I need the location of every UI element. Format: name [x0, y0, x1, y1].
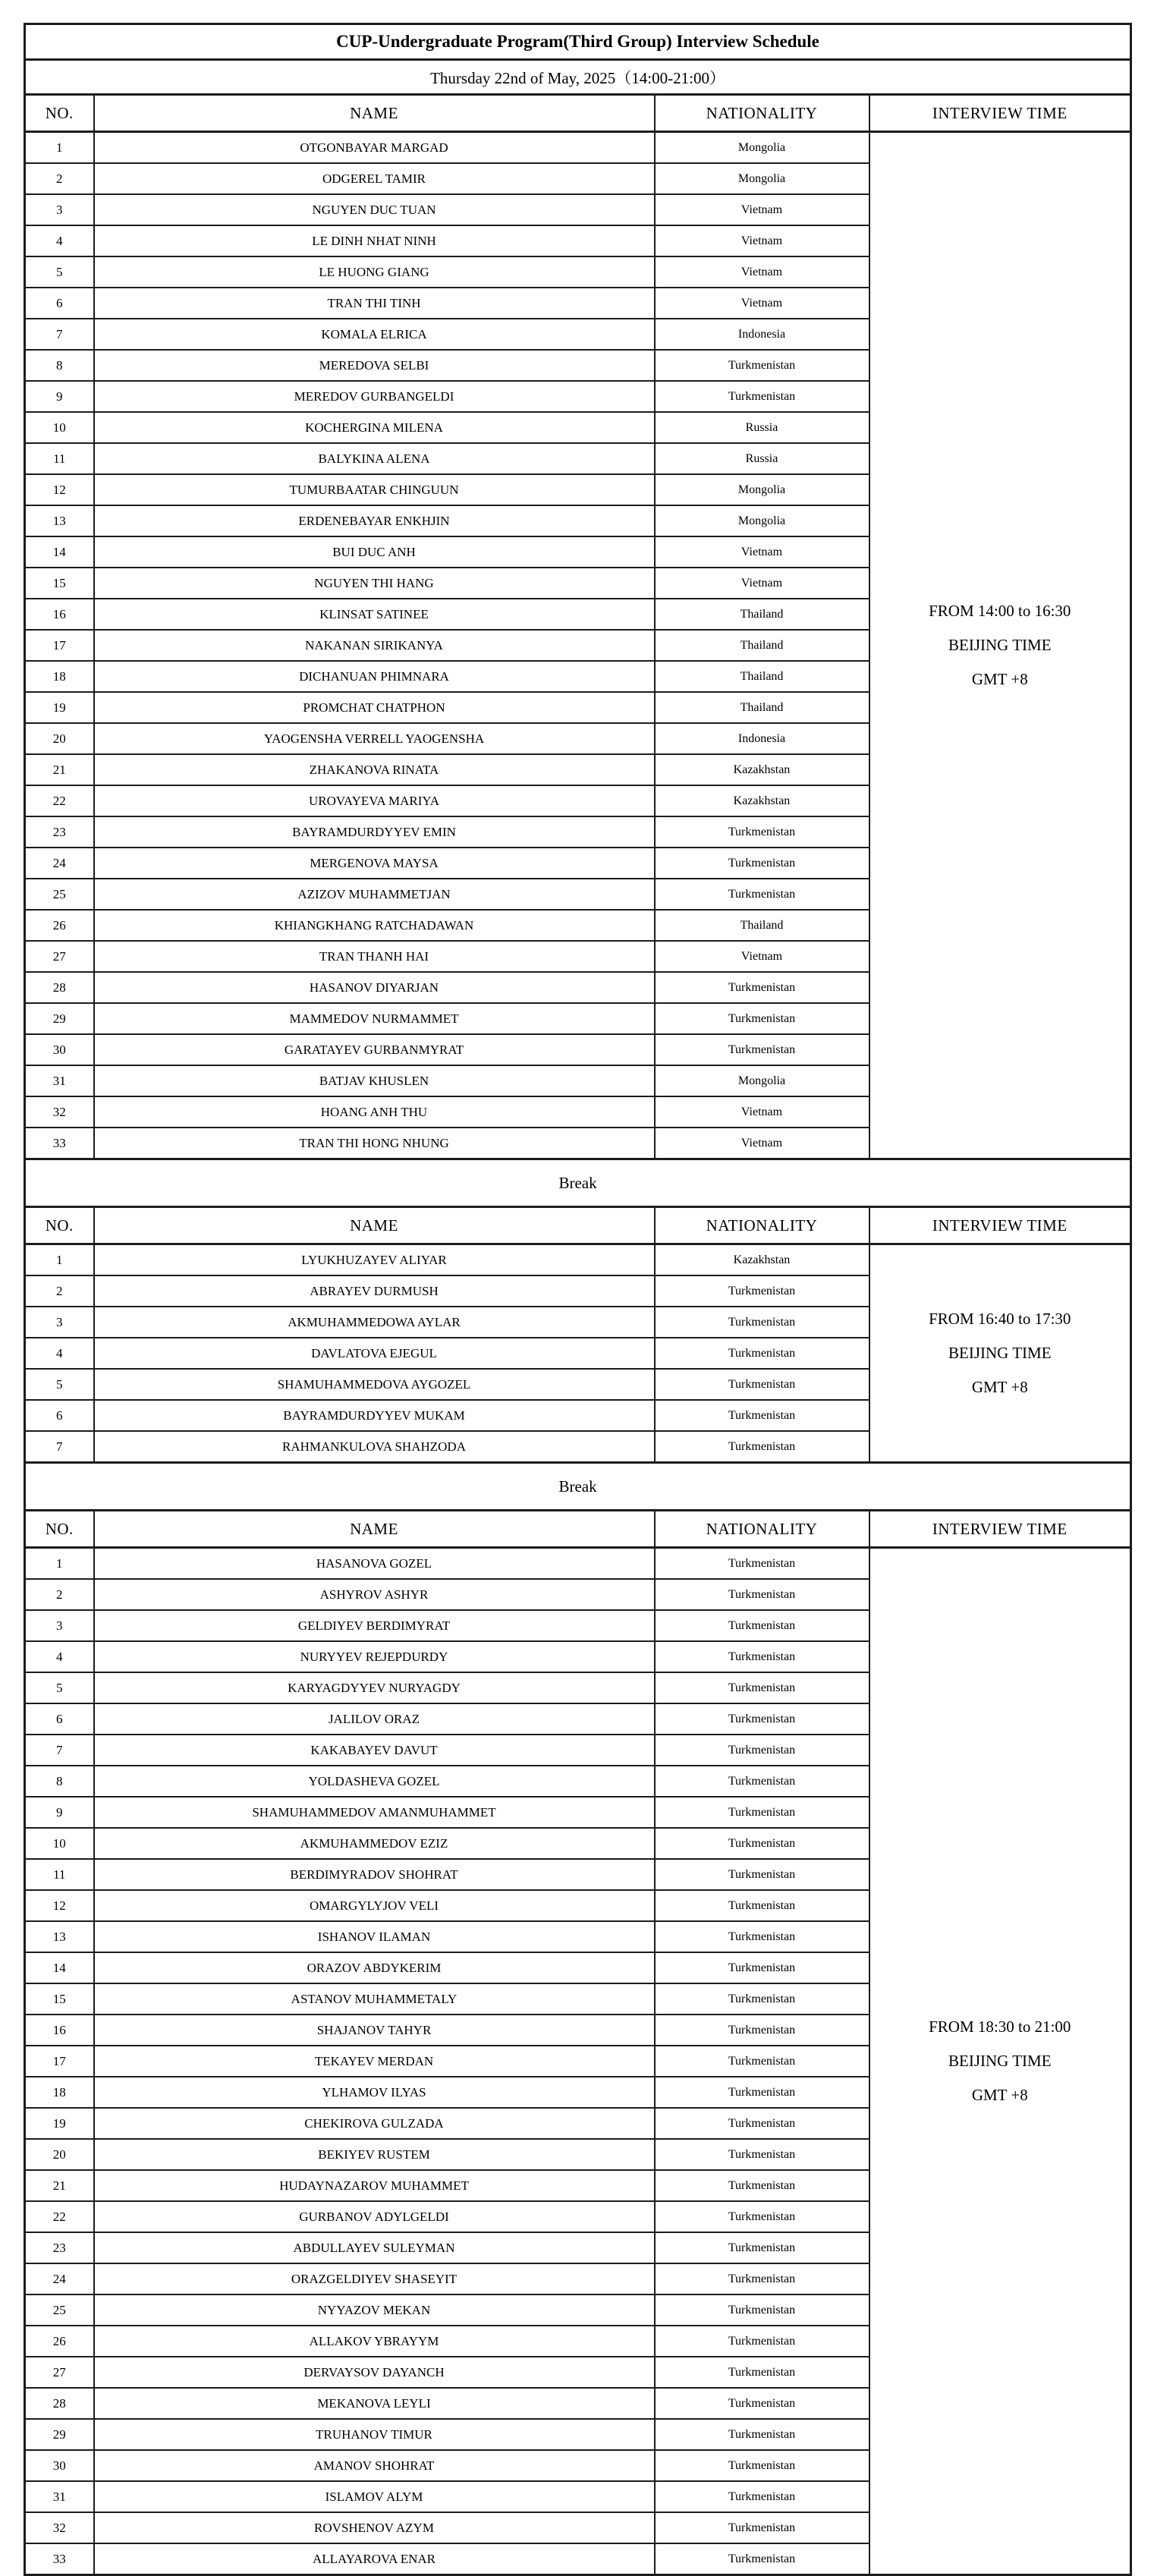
name-cell: BUI DUC ANH: [94, 536, 655, 568]
row-number-cell: 26: [25, 2326, 94, 2357]
nationality-cell: Turkmenistan: [655, 1275, 869, 1307]
name-cell: TRAN THI HONG NHUNG: [94, 1128, 655, 1159]
name-cell: GELDIYEV BERDIMYRAT: [94, 1610, 655, 1641]
row-number-cell: 3: [25, 1610, 94, 1641]
break-cell: Break: [25, 1463, 1131, 1511]
row-number-cell: 3: [25, 1307, 94, 1338]
name-cell: SHAMUHAMMEDOV AMANMUHAMMET: [94, 1797, 655, 1828]
table-row: [25, 1244, 1131, 1276]
name-cell: KHIANGKHANG RATCHADAWAN: [94, 910, 655, 941]
date-row: [25, 60, 1131, 95]
col-header-name: NAME: [94, 95, 655, 132]
name-cell: ERDENEBAYAR ENKHJIN: [94, 505, 655, 536]
col-header-nationality: NATIONALITY: [655, 1511, 869, 1548]
name-cell: OMARGYLYJOV VELI: [94, 1890, 655, 1921]
name-cell: BATJAV KHUSLEN: [94, 1065, 655, 1096]
name-cell: LE HUONG GIANG: [94, 256, 655, 288]
row-number-cell: 6: [25, 1400, 94, 1431]
name-cell: MEKANOVA LEYLI: [94, 2388, 655, 2419]
nationality-cell: Turkmenistan: [655, 2170, 869, 2201]
row-number-cell: 23: [25, 2232, 94, 2263]
name-cell: YAOGENSHA VERRELL YAOGENSHA: [94, 723, 655, 754]
interview-time-cell: [869, 1548, 1131, 2575]
nationality-cell: Thailand: [655, 661, 869, 692]
row-number-cell: 5: [25, 1369, 94, 1400]
row-number-cell: 31: [25, 2481, 94, 2512]
name-cell: HUDAYNAZAROV MUHAMMET: [94, 2170, 655, 2201]
row-number-cell: 4: [25, 1641, 94, 1672]
row-number-cell: 2: [25, 1579, 94, 1610]
name-cell: ISHANOV ILAMAN: [94, 1921, 655, 1952]
name-cell: ODGEREL TAMIR: [94, 163, 655, 194]
nationality-cell: Turkmenistan: [655, 1952, 869, 1983]
name-cell: AZIZOV MUHAMMETJAN: [94, 879, 655, 910]
row-number-cell: 5: [25, 256, 94, 288]
row-number-cell: 19: [25, 2108, 94, 2139]
nationality-cell: Kazakhstan: [655, 754, 869, 785]
row-number-cell: 22: [25, 785, 94, 816]
row-number-cell: 18: [25, 661, 94, 692]
interview-time-line: BEIJING TIME: [948, 2051, 1052, 2070]
row-number-cell: 7: [25, 1735, 94, 1766]
name-cell: PROMCHAT CHATPHON: [94, 692, 655, 723]
name-cell: OTGONBAYAR MARGAD: [94, 132, 655, 164]
interview-time-line: FROM 18:30 to 21:00: [929, 2017, 1071, 2036]
nationality-cell: Thailand: [655, 692, 869, 723]
nationality-cell: Turkmenistan: [655, 2357, 869, 2388]
name-cell: BEKIYEV RUSTEM: [94, 2139, 655, 2170]
row-number-cell: 1: [25, 1548, 94, 1580]
interview-time-line: GMT +8: [971, 2086, 1028, 2105]
col-header-no: NO.: [25, 95, 94, 132]
nationality-cell: Turkmenistan: [655, 1548, 869, 1580]
row-number-cell: 27: [25, 941, 94, 972]
name-cell: YOLDASHEVA GOZEL: [94, 1766, 655, 1797]
nationality-cell: Mongolia: [655, 132, 869, 164]
row-number-cell: 19: [25, 692, 94, 723]
nationality-cell: Turkmenistan: [655, 1003, 869, 1034]
nationality-cell: Turkmenistan: [655, 381, 869, 412]
row-number-cell: 17: [25, 2046, 94, 2077]
name-cell: RAHMANKULOVA SHAHZODA: [94, 1431, 655, 1463]
nationality-cell: Kazakhstan: [655, 1244, 869, 1276]
row-number-cell: 1: [25, 1244, 94, 1276]
interview-time-line: GMT +8: [971, 670, 1028, 689]
row-number-cell: 18: [25, 2077, 94, 2108]
nationality-cell: Kazakhstan: [655, 785, 869, 816]
row-number-cell: 22: [25, 2201, 94, 2232]
row-number-cell: 2: [25, 163, 94, 194]
nationality-cell: Turkmenistan: [655, 1859, 869, 1890]
nationality-cell: Turkmenistan: [655, 1338, 869, 1369]
row-number-cell: 8: [25, 350, 94, 381]
row-number-cell: 6: [25, 1703, 94, 1735]
table-row: [25, 132, 1131, 164]
name-cell: TRAN THANH HAI: [94, 941, 655, 972]
nationality-cell: Indonesia: [655, 319, 869, 350]
name-cell: NAKANAN SIRIKANYA: [94, 630, 655, 661]
nationality-cell: Turkmenistan: [655, 816, 869, 848]
row-number-cell: 7: [25, 319, 94, 350]
name-cell: KAKABAYEV DAVUT: [94, 1735, 655, 1766]
name-cell: ORAZGELDIYEV SHASEYIT: [94, 2263, 655, 2294]
col-header-interview-time: INTERVIEW TIME: [869, 1511, 1131, 1548]
nationality-cell: Russia: [655, 443, 869, 474]
nationality-cell: Turkmenistan: [655, 2201, 869, 2232]
row-number-cell: 11: [25, 443, 94, 474]
col-header-no: NO.: [25, 1511, 94, 1548]
table-row: [25, 1548, 1131, 1580]
nationality-cell: Turkmenistan: [655, 2108, 869, 2139]
nationality-cell: Turkmenistan: [655, 1034, 869, 1065]
nationality-cell: Thailand: [655, 630, 869, 661]
interview-time-line: BEIJING TIME: [948, 1343, 1052, 1362]
nationality-cell: Turkmenistan: [655, 1735, 869, 1766]
row-number-cell: 29: [25, 1003, 94, 1034]
interview-time-cell: [869, 1244, 1131, 1463]
name-cell: ALLAKOV YBRAYYM: [94, 2326, 655, 2357]
row-number-cell: 24: [25, 2263, 94, 2294]
nationality-cell: Russia: [655, 412, 869, 443]
nationality-cell: Turkmenistan: [655, 1766, 869, 1797]
name-cell: BAYRAMDURDYYEV MUKAM: [94, 1400, 655, 1431]
row-number-cell: 6: [25, 288, 94, 319]
row-number-cell: 16: [25, 2015, 94, 2046]
name-cell: MERGENOVA MAYSA: [94, 848, 655, 879]
col-header-interview-time: INTERVIEW TIME: [869, 1207, 1131, 1244]
nationality-cell: Mongolia: [655, 163, 869, 194]
name-cell: HOANG ANH THU: [94, 1096, 655, 1128]
nationality-cell: Turkmenistan: [655, 2077, 869, 2108]
name-cell: MAMMEDOV NURMAMMET: [94, 1003, 655, 1034]
row-number-cell: 21: [25, 2170, 94, 2201]
row-number-cell: 30: [25, 2450, 94, 2481]
col-header-nationality: NATIONALITY: [655, 95, 869, 132]
interview-time-line: FROM 14:00 to 16:30: [929, 601, 1071, 620]
interview-time-line: FROM 16:40 to 17:30: [929, 1309, 1071, 1328]
name-cell: KOMALA ELRICA: [94, 319, 655, 350]
row-number-cell: 8: [25, 1766, 94, 1797]
row-number-cell: 24: [25, 848, 94, 879]
nationality-cell: Turkmenistan: [655, 2232, 869, 2263]
interview-time-cell: [869, 132, 1131, 1159]
name-cell: CHEKIROVA GULZADA: [94, 2108, 655, 2139]
name-cell: TUMURBAATAR CHINGUUN: [94, 474, 655, 505]
row-number-cell: 3: [25, 194, 94, 225]
col-header-name: NAME: [94, 1207, 655, 1244]
nationality-cell: Turkmenistan: [655, 2450, 869, 2481]
nationality-cell: Mongolia: [655, 474, 869, 505]
name-cell: TEKAYEV MERDAN: [94, 2046, 655, 2077]
nationality-cell: Turkmenistan: [655, 2419, 869, 2450]
row-number-cell: 1: [25, 132, 94, 164]
name-cell: TRUHANOV TIMUR: [94, 2419, 655, 2450]
nationality-cell: Turkmenistan: [655, 1369, 869, 1400]
name-cell: ZHAKANOVA RINATA: [94, 754, 655, 785]
column-header-row: [25, 95, 1131, 132]
nationality-cell: Turkmenistan: [655, 1983, 869, 2015]
nationality-cell: Turkmenistan: [655, 879, 869, 910]
row-number-cell: 4: [25, 1338, 94, 1369]
name-cell: MEREDOV GURBANGELDI: [94, 381, 655, 412]
row-number-cell: 14: [25, 1952, 94, 1983]
nationality-cell: Turkmenistan: [655, 1610, 869, 1641]
name-cell: DERVAYSOV DAYANCH: [94, 2357, 655, 2388]
row-number-cell: 26: [25, 910, 94, 941]
name-cell: GURBANOV ADYLGELDI: [94, 2201, 655, 2232]
row-number-cell: 4: [25, 225, 94, 256]
name-cell: ABDULLAYEV SULEYMAN: [94, 2232, 655, 2263]
row-number-cell: 27: [25, 2357, 94, 2388]
row-number-cell: 12: [25, 1890, 94, 1921]
row-number-cell: 7: [25, 1431, 94, 1463]
row-number-cell: 11: [25, 1859, 94, 1890]
name-cell: ASTANOV MUHAMMETALY: [94, 1983, 655, 2015]
nationality-cell: Turkmenistan: [655, 848, 869, 879]
nationality-cell: Vietnam: [655, 1128, 869, 1159]
break-row: [25, 1159, 1131, 1207]
row-number-cell: 12: [25, 474, 94, 505]
row-number-cell: 32: [25, 2512, 94, 2543]
name-cell: TRAN THI TINH: [94, 288, 655, 319]
name-cell: JALILOV ORAZ: [94, 1703, 655, 1735]
row-number-cell: 28: [25, 2388, 94, 2419]
row-number-cell: 10: [25, 1828, 94, 1859]
name-cell: NYYAZOV MEKAN: [94, 2294, 655, 2326]
name-cell: NGUYEN THI HANG: [94, 568, 655, 599]
nationality-cell: Vietnam: [655, 256, 869, 288]
nationality-cell: Vietnam: [655, 941, 869, 972]
name-cell: BERDIMYRADOV SHOHRAT: [94, 1859, 655, 1890]
title-row: [25, 24, 1131, 60]
row-number-cell: 20: [25, 723, 94, 754]
name-cell: HASANOV DIYARJAN: [94, 972, 655, 1003]
name-cell: GARATAYEV GURBANMYRAT: [94, 1034, 655, 1065]
row-number-cell: 31: [25, 1065, 94, 1096]
nationality-cell: Turkmenistan: [655, 2015, 869, 2046]
name-cell: DICHANUAN PHIMNARA: [94, 661, 655, 692]
nationality-cell: Indonesia: [655, 723, 869, 754]
nationality-cell: Turkmenistan: [655, 1797, 869, 1828]
nationality-cell: Turkmenistan: [655, 350, 869, 381]
nationality-cell: Turkmenistan: [655, 2388, 869, 2419]
name-cell: ORAZOV ABDYKERIM: [94, 1952, 655, 1983]
row-number-cell: 5: [25, 1672, 94, 1703]
row-number-cell: 33: [25, 1128, 94, 1159]
row-number-cell: 25: [25, 2294, 94, 2326]
row-number-cell: 10: [25, 412, 94, 443]
nationality-cell: Turkmenistan: [655, 2046, 869, 2077]
row-number-cell: 33: [25, 2543, 94, 2575]
row-number-cell: 29: [25, 2419, 94, 2450]
name-cell: LYUKHUZAYEV ALIYAR: [94, 1244, 655, 1276]
row-number-cell: 15: [25, 568, 94, 599]
nationality-cell: Turkmenistan: [655, 972, 869, 1003]
nationality-cell: Mongolia: [655, 1065, 869, 1096]
nationality-cell: Turkmenistan: [655, 1641, 869, 1672]
row-number-cell: 16: [25, 599, 94, 630]
name-cell: NURYYEV REJEPDURDY: [94, 1641, 655, 1672]
name-cell: KOCHERGINA MILENA: [94, 412, 655, 443]
nationality-cell: Turkmenistan: [655, 2543, 869, 2575]
col-header-name: NAME: [94, 1511, 655, 1548]
nationality-cell: Turkmenistan: [655, 1431, 869, 1463]
interview-time-line: BEIJING TIME: [948, 635, 1052, 654]
nationality-cell: Turkmenistan: [655, 1579, 869, 1610]
row-number-cell: 21: [25, 754, 94, 785]
break-cell: Break: [25, 1159, 1131, 1207]
name-cell: AKMUHAMMEDOV EZIZ: [94, 1828, 655, 1859]
nationality-cell: Vietnam: [655, 568, 869, 599]
name-cell: ASHYROV ASHYR: [94, 1579, 655, 1610]
name-cell: ABRAYEV DURMUSH: [94, 1275, 655, 1307]
name-cell: ROVSHENOV AZYM: [94, 2512, 655, 2543]
row-number-cell: 28: [25, 972, 94, 1003]
name-cell: ALLAYAROVA ENAR: [94, 2543, 655, 2575]
row-number-cell: 32: [25, 1096, 94, 1128]
name-cell: YLHAMOV ILYAS: [94, 2077, 655, 2108]
interview-schedule-table: [24, 23, 1132, 2576]
row-number-cell: 13: [25, 1921, 94, 1952]
name-cell: KARYAGDYYEV NURYAGDY: [94, 1672, 655, 1703]
page-title: CUP-Undergraduate Program(Third Group) Interview Schedule: [25, 24, 1131, 60]
nationality-cell: Vietnam: [655, 225, 869, 256]
schedule-date: Thursday 22nd of May, 2025（14:00-21:00）: [25, 60, 1131, 95]
row-number-cell: 14: [25, 536, 94, 568]
row-number-cell: 15: [25, 1983, 94, 2015]
nationality-cell: Turkmenistan: [655, 1400, 869, 1431]
column-header-row: [25, 1511, 1131, 1548]
nationality-cell: Thailand: [655, 599, 869, 630]
name-cell: DAVLATOVA EJEGUL: [94, 1338, 655, 1369]
name-cell: NGUYEN DUC TUAN: [94, 194, 655, 225]
nationality-cell: Turkmenistan: [655, 2481, 869, 2512]
interview-time-line: GMT +8: [971, 1378, 1028, 1397]
nationality-cell: Turkmenistan: [655, 1890, 869, 1921]
nationality-cell: Turkmenistan: [655, 2263, 869, 2294]
row-number-cell: 20: [25, 2139, 94, 2170]
nationality-cell: Turkmenistan: [655, 1828, 869, 1859]
nationality-cell: Turkmenistan: [655, 2512, 869, 2543]
row-number-cell: 17: [25, 630, 94, 661]
name-cell: AKMUHAMMEDOWA AYLAR: [94, 1307, 655, 1338]
name-cell: SHAJANOV TAHYR: [94, 2015, 655, 2046]
row-number-cell: 13: [25, 505, 94, 536]
name-cell: KLINSAT SATINEE: [94, 599, 655, 630]
nationality-cell: Vietnam: [655, 1096, 869, 1128]
row-number-cell: 9: [25, 381, 94, 412]
row-number-cell: 23: [25, 816, 94, 848]
nationality-cell: Thailand: [655, 910, 869, 941]
nationality-cell: Turkmenistan: [655, 1307, 869, 1338]
nationality-cell: Mongolia: [655, 505, 869, 536]
name-cell: SHAMUHAMMEDOVA AYGOZEL: [94, 1369, 655, 1400]
row-number-cell: 2: [25, 1275, 94, 1307]
row-number-cell: 25: [25, 879, 94, 910]
column-header-row: [25, 1207, 1131, 1244]
break-row: [25, 1463, 1131, 1511]
name-cell: BALYKINA ALENA: [94, 443, 655, 474]
name-cell: AMANOV SHOHRAT: [94, 2450, 655, 2481]
nationality-cell: Turkmenistan: [655, 1703, 869, 1735]
nationality-cell: Turkmenistan: [655, 1672, 869, 1703]
row-number-cell: 9: [25, 1797, 94, 1828]
nationality-cell: Vietnam: [655, 536, 869, 568]
name-cell: UROVAYEVA MARIYA: [94, 785, 655, 816]
col-header-nationality: NATIONALITY: [655, 1207, 869, 1244]
nationality-cell: Vietnam: [655, 288, 869, 319]
row-number-cell: 30: [25, 1034, 94, 1065]
nationality-cell: Turkmenistan: [655, 2139, 869, 2170]
name-cell: ISLAMOV ALYM: [94, 2481, 655, 2512]
nationality-cell: Turkmenistan: [655, 2326, 869, 2357]
name-cell: BAYRAMDURDYYEV EMIN: [94, 816, 655, 848]
nationality-cell: Turkmenistan: [655, 2294, 869, 2326]
col-header-interview-time: INTERVIEW TIME: [869, 95, 1131, 132]
col-header-no: NO.: [25, 1207, 94, 1244]
name-cell: HASANOVA GOZEL: [94, 1548, 655, 1580]
name-cell: LE DINH NHAT NINH: [94, 225, 655, 256]
nationality-cell: Vietnam: [655, 194, 869, 225]
name-cell: MEREDOVA SELBI: [94, 350, 655, 381]
nationality-cell: Turkmenistan: [655, 1921, 869, 1952]
